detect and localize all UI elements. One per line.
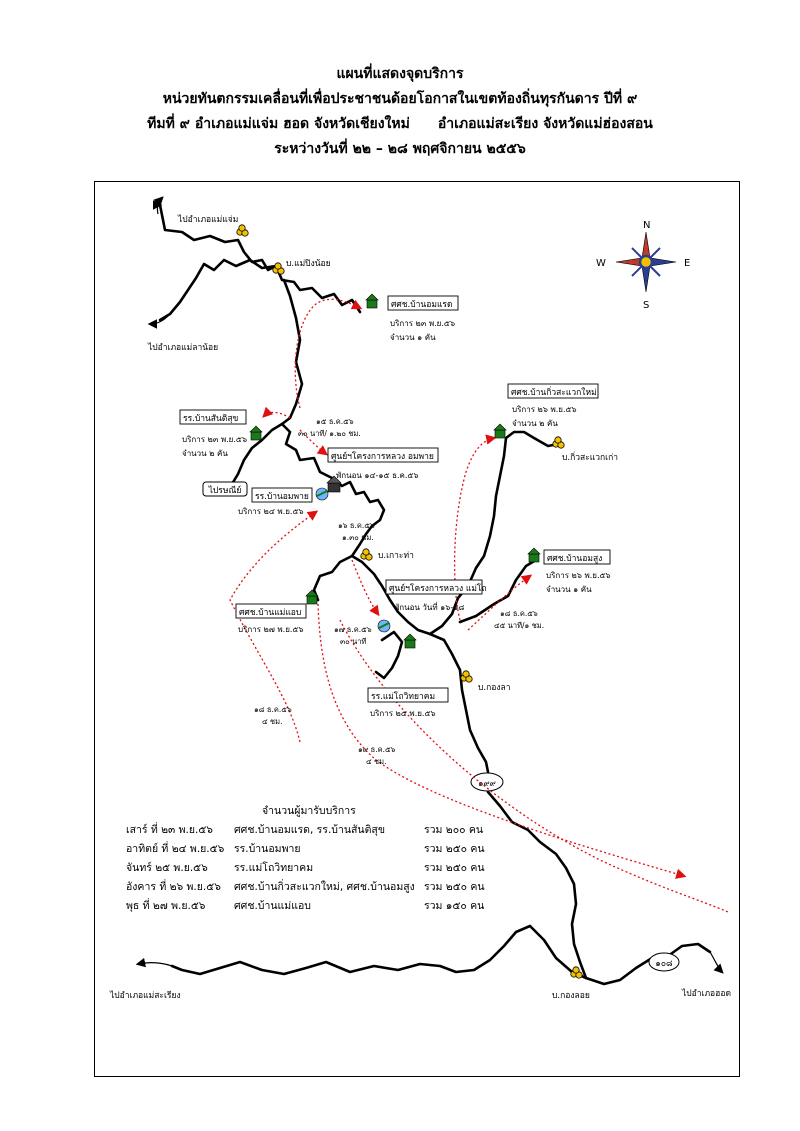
trip-note-4-date: ๑๘ ธ.ค.๕๖ bbox=[500, 609, 538, 618]
road-east bbox=[586, 944, 710, 984]
svg-text:จำนวน ๑ คัน: จำนวน ๑ คัน bbox=[390, 333, 436, 342]
direction-hot: ไปอำเภอฮอด bbox=[682, 989, 731, 999]
site-box-om-pai-center bbox=[328, 448, 438, 480]
summary-place: ศศช.บ้านอมแรด, รร.บ้านสันติสุข bbox=[234, 824, 386, 836]
svg-text:บริการ ๒๓ พ.ย.๕๖: บริการ ๒๓ พ.ย.๕๖ bbox=[182, 435, 248, 444]
trip-note-6-time: ๔ ชม. bbox=[366, 757, 387, 766]
compass-w-label: W bbox=[596, 258, 606, 269]
compass-n-label: N bbox=[643, 220, 651, 231]
compass-rose bbox=[596, 220, 690, 311]
direction-mae-chaem: ไปอำเภอแม่แจ่ม bbox=[178, 215, 239, 225]
school-icon bbox=[528, 548, 540, 562]
svg-text:รร.บ้านอมพาย: รร.บ้านอมพาย bbox=[255, 492, 309, 502]
summary-total: รวม ๒๕๐ คน bbox=[424, 881, 485, 893]
village-mae-ping-noi-label: บ.แม่ปิงน้อย bbox=[286, 259, 331, 269]
trip-mae-ko bbox=[352, 560, 378, 614]
route-marker-3-label: ๑๐๘ bbox=[655, 959, 673, 969]
road-loop-mae-ko bbox=[376, 632, 402, 678]
svg-text:บริการ ๒๕ พ.ย.๕๖: บริการ ๒๕ พ.ย.๕๖ bbox=[370, 709, 436, 718]
project-center-icon bbox=[378, 620, 390, 632]
trip-note-3-date: ๑๗ ธ.ค.๕๖ bbox=[334, 625, 372, 634]
road-ping-noi-south bbox=[222, 280, 302, 490]
school-icon bbox=[494, 424, 506, 438]
svg-text:พักนอน ๑๔-๑๕ ธ.ค.๕๖: พักนอน ๑๔-๑๕ ธ.ค.๕๖ bbox=[336, 471, 419, 480]
school-icon bbox=[316, 488, 328, 500]
svg-text:บริการ ๒๔ พ.ย.๕๖: บริการ ๒๔ พ.ย.๕๖ bbox=[238, 507, 304, 516]
school-icon bbox=[250, 426, 262, 440]
site-box-om-pai-school bbox=[238, 488, 312, 516]
site-box-mae-rad bbox=[388, 296, 458, 342]
route-marker-2-label: ๑๙๙ bbox=[478, 779, 496, 789]
summary-row bbox=[126, 896, 489, 915]
svg-text:ศศช.บ้านอมสูง: ศศช.บ้านอมสูง bbox=[547, 554, 603, 564]
summary-day: อังคาร ที่ ๒๖ พ.ย.๕๖ bbox=[126, 881, 221, 893]
trip-om-rad bbox=[295, 299, 360, 408]
summary-day: จันทร์ ๒๕ พ.ย.๕๖ bbox=[126, 862, 208, 874]
summary-place: ศศช.บ้านกิ่วสะแวกใหม่, ศศช.บ้านอมสูง bbox=[234, 881, 415, 893]
svg-text:บริการ ๒๖ พ.ย.๕๖: บริการ ๒๖ พ.ย.๕๖ bbox=[512, 405, 577, 414]
village-icon bbox=[553, 437, 564, 448]
site-box-mae-ko-school bbox=[368, 688, 448, 718]
trip-note-4-time: ๔๕ นาที/๑ ชม. bbox=[494, 621, 545, 630]
trip-note-5-date: ๑๘ ธ.ค.๕๖ bbox=[254, 705, 292, 714]
village-icon bbox=[361, 549, 372, 560]
summary-row bbox=[126, 839, 489, 858]
svg-text:จำนวน ๒ คัน: จำนวน ๒ คัน bbox=[512, 419, 558, 428]
title-line-2: หน่วยทันตกรรมเคลื่อนที่เพื่อประชาชนด้อยโอกาสในเขตท้องถิ่นทุรกันดาร ปีที่ ๙ bbox=[162, 91, 638, 107]
svg-text:รร.แม่โถวิทยาคม: รร.แม่โถวิทยาคม bbox=[371, 692, 436, 702]
summary-day: เสาร์ ที่ ๒๓ พ.ย.๕๖ bbox=[126, 824, 213, 836]
svg-text:ศูนย์ฯโครงการหลวง แม่โถ: ศูนย์ฯโครงการหลวง แม่โถ bbox=[389, 584, 487, 594]
title-line-4: ระหว่างวันที่ ๒๒ – ๒๘ พฤศจิกายน ๒๕๕๖ bbox=[274, 141, 526, 157]
svg-text:รร.บ้านสันติสุข: รร.บ้านสันติสุข bbox=[183, 414, 239, 424]
svg-text:ศศช.บ้านกิ่วสะแวกใหม่: ศศช.บ้านกิ่วสะแวกใหม่ bbox=[511, 388, 597, 398]
direction-mae-sariang: ไปอำเภอแม่สะเรียง bbox=[110, 991, 181, 1001]
road-west bbox=[172, 926, 586, 978]
trip-note-3-time: ๓๐ นาที bbox=[340, 637, 367, 646]
trip-note-5-time: ๔ ชม. bbox=[262, 717, 283, 726]
arrow-hot bbox=[710, 952, 722, 972]
site-box-mae-ob bbox=[236, 604, 306, 634]
site-box-san-ti-suk bbox=[180, 410, 247, 458]
summary-day: พุธ ที่ ๒๗ พ.ย.๕๖ bbox=[126, 900, 206, 912]
trip-note-6-date: ๑๙ ธ.ค.๕๖ bbox=[358, 745, 396, 754]
svg-text:บริการ ๒๖ พ.ย.๕๖: บริการ ๒๖ พ.ย.๕๖ bbox=[546, 571, 611, 580]
village-icon bbox=[461, 671, 472, 682]
road-south bbox=[488, 792, 586, 978]
summary-total: รวม ๒๕๐ คน bbox=[424, 843, 485, 855]
school-icon bbox=[404, 634, 416, 648]
direction-mae-la-noi: ไปอำเภอแม่ลาน้อย bbox=[148, 343, 219, 353]
village-icon bbox=[571, 967, 582, 978]
village-icon bbox=[237, 225, 248, 236]
title-line-3a: ทีมที่ ๙ อำเภอแม่แจ่ม ฮอด จังหวัดเชียงใหม่ bbox=[147, 116, 410, 132]
arrow-mae-sariang bbox=[138, 963, 172, 966]
compass-center bbox=[640, 256, 652, 268]
summary-row bbox=[126, 858, 489, 877]
village-ko-tha-label: บ.เกาะท่า bbox=[378, 551, 414, 561]
site-box-mae-ko-center bbox=[386, 580, 487, 612]
route-marker-1-label: ไปรษณีย์ bbox=[208, 486, 242, 496]
summary-place: รร.บ้านอมพาย bbox=[234, 843, 301, 855]
school-icon bbox=[366, 294, 378, 308]
trip-note-2-date: ๑๖ ธ.ค.๕๖ bbox=[338, 521, 375, 530]
svg-text:ศศช.บ้านแม่แอบ: ศศช.บ้านแม่แอบ bbox=[239, 608, 302, 618]
svg-text:บริการ ๒๗ พ.ย.๕๖: บริการ ๒๗ พ.ย.๕๖ bbox=[238, 625, 304, 634]
village-kong-loi-label: บ.กองลอย bbox=[552, 991, 590, 1001]
summary-row bbox=[126, 877, 489, 896]
site-box-kio-sanaew-mai bbox=[508, 384, 598, 428]
trip-note-1-time: ๓๐ นาที/ ๑.๒๐ ชม. bbox=[298, 429, 361, 438]
summary-place: รร.แม่โถวิทยาคม bbox=[234, 862, 314, 874]
svg-text:ศูนย์ฯโครงการหลวง อมพาย: ศูนย์ฯโครงการหลวง อมพาย bbox=[331, 452, 434, 462]
trip-san-ti-suk bbox=[264, 412, 290, 418]
trip-note-1-date: ๑๕ ธ.ค.๕๖ bbox=[316, 417, 354, 426]
village-icon bbox=[273, 263, 284, 274]
compass-e-label: E bbox=[684, 258, 691, 269]
summary-place: ศศช.บ้านแม่แอบ bbox=[234, 900, 311, 912]
summary-total: รวม ๒๐๐ คน bbox=[424, 824, 484, 836]
svg-text:พักนอน วันที่ ๑๖-๑๘: พักนอน วันที่ ๑๖-๑๘ bbox=[394, 603, 465, 612]
compass-s-label: S bbox=[643, 300, 650, 311]
summary-row bbox=[126, 820, 489, 839]
site-info-boxes bbox=[180, 296, 611, 718]
svg-text:ศศช.บ้านอมแรด: ศศช.บ้านอมแรด bbox=[391, 300, 453, 310]
title-line-3b: อำเภอแม่สะเรียง จังหวัดแม่ฮ่องสอน bbox=[437, 116, 653, 132]
summary-total: รวม ๑๕๐ คน bbox=[424, 900, 485, 912]
svg-text:จำนวน ๒ คัน: จำนวน ๒ คัน bbox=[182, 449, 228, 458]
svg-text:จำนวน ๑ คัน: จำนวน ๑ คัน bbox=[546, 585, 592, 594]
summary-table bbox=[126, 820, 489, 915]
site-box-om-sung bbox=[544, 550, 611, 594]
village-kio-sanaew-kao-label: บ.กิ่วสะแวกเก่า bbox=[562, 453, 618, 463]
village-kong-la-label: บ.กองลา bbox=[478, 683, 511, 693]
summary-day: อาทิตย์ ที่ ๒๔ พ.ย.๕๖ bbox=[126, 843, 225, 855]
svg-text:บริการ ๒๓ พ.ย.๕๖: บริการ ๒๓ พ.ย.๕๖ bbox=[390, 319, 456, 328]
road-to-mae-la-noi bbox=[160, 260, 276, 320]
summary-total: รวม ๒๕๐ คน bbox=[424, 862, 485, 874]
summary-heading: จำนวนผู้มารับบริการ bbox=[262, 805, 356, 817]
trip-note-2-time: ๑.๓๐ ชม. bbox=[342, 533, 374, 542]
title-line-1: แผนที่แสดงจุดบริการ bbox=[336, 66, 464, 82]
